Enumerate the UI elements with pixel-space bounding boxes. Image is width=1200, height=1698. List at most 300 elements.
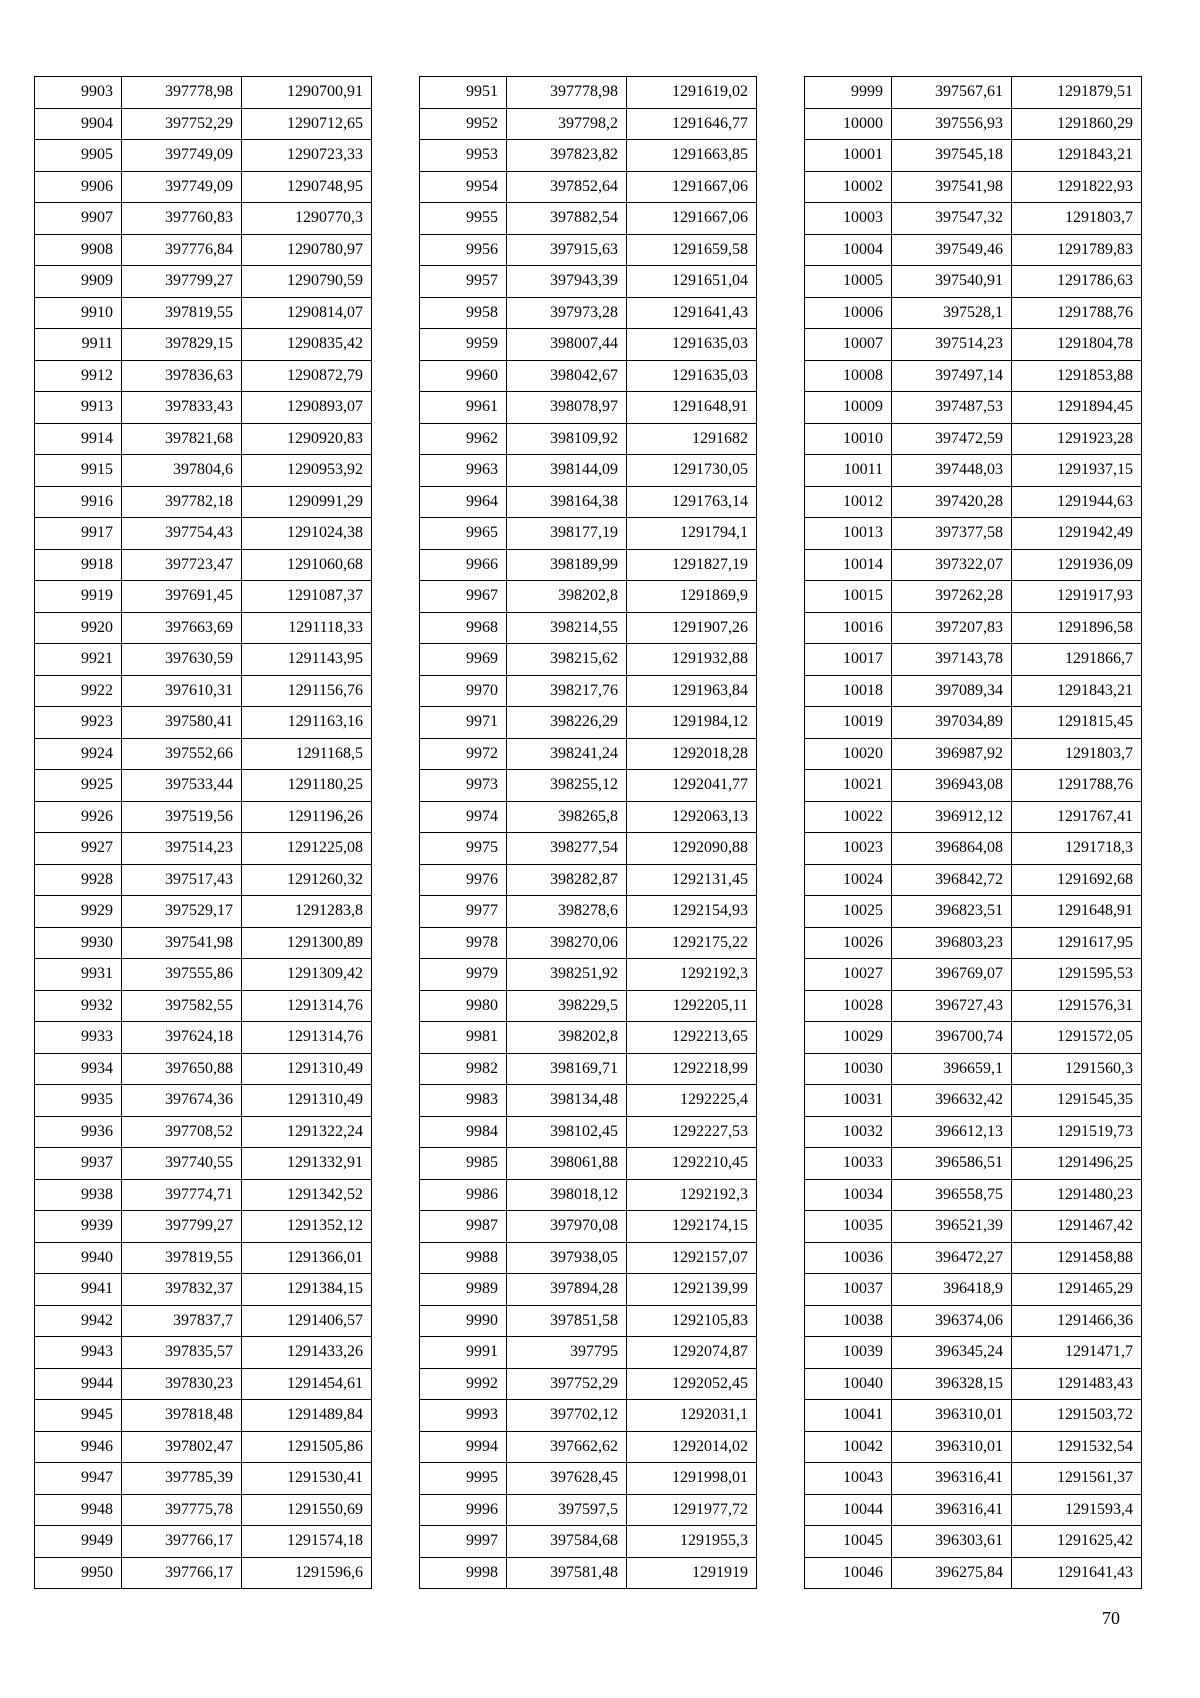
point-number-cell: 9953 (420, 140, 507, 172)
y-coordinate-cell: 1291932,88 (627, 644, 757, 676)
x-coordinate-cell: 397630,59 (122, 644, 242, 676)
table-row (420, 1463, 757, 1495)
point-number-cell: 9914 (35, 423, 122, 455)
table-row (420, 423, 757, 455)
x-coordinate-cell: 398215,62 (507, 644, 627, 676)
y-coordinate-cell: 1291595,53 (1012, 959, 1142, 991)
point-number-cell: 9977 (420, 896, 507, 928)
point-number-cell: 9973 (420, 770, 507, 802)
y-coordinate-cell: 1292063,13 (627, 801, 757, 833)
table-row (35, 707, 372, 739)
table-row (420, 1526, 757, 1558)
x-coordinate-cell: 397089,34 (892, 675, 1012, 707)
table-row (420, 770, 757, 802)
point-number-cell: 9947 (35, 1463, 122, 1495)
x-coordinate-cell: 398061,88 (507, 1148, 627, 1180)
x-coordinate-cell: 397795 (507, 1337, 627, 1369)
point-number-cell: 9995 (420, 1463, 507, 1495)
x-coordinate-cell: 397541,98 (892, 171, 1012, 203)
x-coordinate-cell: 397584,68 (507, 1526, 627, 1558)
point-number-cell: 9933 (35, 1022, 122, 1054)
point-number-cell: 9982 (420, 1053, 507, 1085)
x-coordinate-cell: 397760,83 (122, 203, 242, 235)
x-coordinate-cell: 397519,56 (122, 801, 242, 833)
table-row (420, 1085, 757, 1117)
y-coordinate-cell: 1291648,91 (1012, 896, 1142, 928)
coordinate-tables (34, 76, 1142, 1589)
x-coordinate-cell: 397785,39 (122, 1463, 242, 1495)
y-coordinate-cell: 1290780,97 (242, 234, 372, 266)
table-row (805, 1274, 1142, 1306)
x-coordinate-cell: 397821,68 (122, 423, 242, 455)
point-number-cell: 10014 (805, 549, 892, 581)
table-row (35, 140, 372, 172)
x-coordinate-cell: 396310,01 (892, 1400, 1012, 1432)
table-row (805, 801, 1142, 833)
y-coordinate-cell: 1291458,88 (1012, 1242, 1142, 1274)
table-row (35, 549, 372, 581)
table-row (420, 329, 757, 361)
table-row (805, 707, 1142, 739)
table-row (35, 1431, 372, 1463)
table-body (805, 77, 1142, 1589)
table-row (420, 675, 757, 707)
x-coordinate-cell: 397775,78 (122, 1494, 242, 1526)
x-coordinate-cell: 397894,28 (507, 1274, 627, 1306)
y-coordinate-cell: 1292131,45 (627, 864, 757, 896)
point-number-cell: 9929 (35, 896, 122, 928)
x-coordinate-cell: 397708,52 (122, 1116, 242, 1148)
y-coordinate-cell: 1291667,06 (627, 171, 757, 203)
table-row (420, 203, 757, 235)
point-number-cell: 9985 (420, 1148, 507, 1180)
x-coordinate-cell: 397552,66 (122, 738, 242, 770)
point-number-cell: 9949 (35, 1526, 122, 1558)
y-coordinate-cell: 1291667,06 (627, 203, 757, 235)
y-coordinate-cell: 1291789,83 (1012, 234, 1142, 266)
y-coordinate-cell: 1291300,89 (242, 927, 372, 959)
x-coordinate-cell: 397774,71 (122, 1179, 242, 1211)
x-coordinate-cell: 396316,41 (892, 1494, 1012, 1526)
point-number-cell: 9940 (35, 1242, 122, 1274)
y-coordinate-cell: 1291560,3 (1012, 1053, 1142, 1085)
y-coordinate-cell: 1292157,07 (627, 1242, 757, 1274)
table-row (420, 1148, 757, 1180)
table-row (420, 1053, 757, 1085)
table-row (35, 1305, 372, 1337)
x-coordinate-cell: 398255,12 (507, 770, 627, 802)
x-coordinate-cell: 396842,72 (892, 864, 1012, 896)
x-coordinate-cell: 398202,8 (507, 581, 627, 613)
y-coordinate-cell: 1291894,45 (1012, 392, 1142, 424)
point-number-cell: 9983 (420, 1085, 507, 1117)
point-number-cell: 10017 (805, 644, 892, 676)
x-coordinate-cell: 397533,44 (122, 770, 242, 802)
point-number-cell: 10034 (805, 1179, 892, 1211)
point-number-cell: 10002 (805, 171, 892, 203)
point-number-cell: 9912 (35, 360, 122, 392)
point-number-cell: 9903 (35, 77, 122, 109)
y-coordinate-cell: 1292174,15 (627, 1211, 757, 1243)
y-coordinate-cell: 1291998,01 (627, 1463, 757, 1495)
y-coordinate-cell: 1291788,76 (1012, 297, 1142, 329)
table-row (805, 581, 1142, 613)
table-row (35, 455, 372, 487)
y-coordinate-cell: 1291143,95 (242, 644, 372, 676)
point-number-cell: 9960 (420, 360, 507, 392)
x-coordinate-cell: 398018,12 (507, 1179, 627, 1211)
page-number: 70 (1102, 1608, 1120, 1628)
x-coordinate-cell: 397497,14 (892, 360, 1012, 392)
x-coordinate-cell: 397529,17 (122, 896, 242, 928)
x-coordinate-cell: 397799,27 (122, 1211, 242, 1243)
x-coordinate-cell: 398217,76 (507, 675, 627, 707)
y-coordinate-cell: 1291803,7 (1012, 203, 1142, 235)
y-coordinate-cell: 1291641,43 (627, 297, 757, 329)
y-coordinate-cell: 1290920,83 (242, 423, 372, 455)
y-coordinate-cell: 1290712,65 (242, 108, 372, 140)
x-coordinate-cell: 397322,07 (892, 549, 1012, 581)
point-number-cell: 10038 (805, 1305, 892, 1337)
table-row (805, 518, 1142, 550)
x-coordinate-cell: 398134,48 (507, 1085, 627, 1117)
table-row (420, 77, 757, 109)
table-row (35, 1274, 372, 1306)
y-coordinate-cell: 1292192,3 (627, 959, 757, 991)
y-coordinate-cell: 1291163,16 (242, 707, 372, 739)
y-coordinate-cell: 1292175,22 (627, 927, 757, 959)
y-coordinate-cell: 1291977,72 (627, 1494, 757, 1526)
table-row (35, 959, 372, 991)
point-number-cell: 9997 (420, 1526, 507, 1558)
table-row (805, 770, 1142, 802)
table-row (420, 1116, 757, 1148)
y-coordinate-cell: 1292213,65 (627, 1022, 757, 1054)
x-coordinate-cell: 397420,28 (892, 486, 1012, 518)
point-number-cell: 9991 (420, 1337, 507, 1369)
point-number-cell: 9923 (35, 707, 122, 739)
y-coordinate-cell: 1291822,93 (1012, 171, 1142, 203)
coordinate-table-3 (804, 76, 1142, 1589)
y-coordinate-cell: 1290814,07 (242, 297, 372, 329)
y-coordinate-cell: 1291907,26 (627, 612, 757, 644)
table-row (805, 1494, 1142, 1526)
point-number-cell: 9981 (420, 1022, 507, 1054)
table-row (35, 581, 372, 613)
point-number-cell: 9924 (35, 738, 122, 770)
table-row (420, 801, 757, 833)
x-coordinate-cell: 397487,53 (892, 392, 1012, 424)
x-coordinate-cell: 396632,42 (892, 1085, 1012, 1117)
table-row (805, 1148, 1142, 1180)
table-row (35, 1526, 372, 1558)
table-row (420, 1337, 757, 1369)
x-coordinate-cell: 397207,83 (892, 612, 1012, 644)
x-coordinate-cell: 397823,82 (507, 140, 627, 172)
table-row (420, 864, 757, 896)
x-coordinate-cell: 398229,5 (507, 990, 627, 1022)
y-coordinate-cell: 1290953,92 (242, 455, 372, 487)
point-number-cell: 9984 (420, 1116, 507, 1148)
point-number-cell: 9936 (35, 1116, 122, 1148)
table-row (805, 1053, 1142, 1085)
point-number-cell: 9926 (35, 801, 122, 833)
point-number-cell: 9964 (420, 486, 507, 518)
y-coordinate-cell: 1291936,09 (1012, 549, 1142, 581)
x-coordinate-cell: 398282,87 (507, 864, 627, 896)
point-number-cell: 9965 (420, 518, 507, 550)
x-coordinate-cell: 396943,08 (892, 770, 1012, 802)
table-row (805, 864, 1142, 896)
point-number-cell: 9944 (35, 1368, 122, 1400)
x-coordinate-cell: 398241,24 (507, 738, 627, 770)
x-coordinate-cell: 397970,08 (507, 1211, 627, 1243)
x-coordinate-cell: 397882,54 (507, 203, 627, 235)
table-row (420, 833, 757, 865)
point-number-cell: 9950 (35, 1557, 122, 1589)
point-number-cell: 9941 (35, 1274, 122, 1306)
point-number-cell: 9958 (420, 297, 507, 329)
point-number-cell: 9913 (35, 392, 122, 424)
x-coordinate-cell: 397851,58 (507, 1305, 627, 1337)
x-coordinate-cell: 396864,08 (892, 833, 1012, 865)
table-row (805, 329, 1142, 361)
table-row (420, 140, 757, 172)
y-coordinate-cell: 1291118,33 (242, 612, 372, 644)
point-number-cell: 10008 (805, 360, 892, 392)
x-coordinate-cell: 397528,1 (892, 297, 1012, 329)
x-coordinate-cell: 397540,91 (892, 266, 1012, 298)
table-row (35, 423, 372, 455)
table-row (805, 423, 1142, 455)
table-row (35, 1368, 372, 1400)
y-coordinate-cell: 1291467,42 (1012, 1211, 1142, 1243)
y-coordinate-cell: 1292205,11 (627, 990, 757, 1022)
y-coordinate-cell: 1290893,07 (242, 392, 372, 424)
y-coordinate-cell: 1291519,73 (1012, 1116, 1142, 1148)
x-coordinate-cell: 397597,5 (507, 1494, 627, 1526)
x-coordinate-cell: 398007,44 (507, 329, 627, 361)
x-coordinate-cell: 397624,18 (122, 1022, 242, 1054)
table-row (35, 1085, 372, 1117)
y-coordinate-cell: 1292210,45 (627, 1148, 757, 1180)
x-coordinate-cell: 397034,89 (892, 707, 1012, 739)
y-coordinate-cell: 1291803,7 (1012, 738, 1142, 770)
table-row (805, 1337, 1142, 1369)
x-coordinate-cell: 397778,98 (507, 77, 627, 109)
point-number-cell: 9934 (35, 1053, 122, 1085)
y-coordinate-cell: 1291788,76 (1012, 770, 1142, 802)
point-number-cell: 9978 (420, 927, 507, 959)
table-row (35, 675, 372, 707)
point-number-cell: 9939 (35, 1211, 122, 1243)
y-coordinate-cell: 1291314,76 (242, 990, 372, 1022)
point-number-cell: 9998 (420, 1557, 507, 1589)
x-coordinate-cell: 397662,62 (507, 1431, 627, 1463)
table-row (35, 360, 372, 392)
table-row (35, 833, 372, 865)
x-coordinate-cell: 396586,51 (892, 1148, 1012, 1180)
table-row (35, 738, 372, 770)
y-coordinate-cell: 1291532,54 (1012, 1431, 1142, 1463)
x-coordinate-cell: 397650,88 (122, 1053, 242, 1085)
x-coordinate-cell: 397852,64 (507, 171, 627, 203)
table-row (35, 266, 372, 298)
y-coordinate-cell: 1292074,87 (627, 1337, 757, 1369)
table-row (805, 549, 1142, 581)
y-coordinate-cell: 1291827,19 (627, 549, 757, 581)
x-coordinate-cell: 397782,18 (122, 486, 242, 518)
y-coordinate-cell: 1291641,43 (1012, 1557, 1142, 1589)
table-row (35, 108, 372, 140)
y-coordinate-cell: 1290991,29 (242, 486, 372, 518)
y-coordinate-cell: 1291663,85 (627, 140, 757, 172)
y-coordinate-cell: 1291156,76 (242, 675, 372, 707)
x-coordinate-cell: 397691,45 (122, 581, 242, 613)
table-row (420, 738, 757, 770)
y-coordinate-cell: 1291545,35 (1012, 1085, 1142, 1117)
point-number-cell: 10026 (805, 927, 892, 959)
point-number-cell: 9935 (35, 1085, 122, 1117)
point-number-cell: 9999 (805, 77, 892, 109)
x-coordinate-cell: 397556,93 (892, 108, 1012, 140)
y-coordinate-cell: 1291896,58 (1012, 612, 1142, 644)
table-row (805, 1022, 1142, 1054)
x-coordinate-cell: 397610,31 (122, 675, 242, 707)
x-coordinate-cell: 398278,6 (507, 896, 627, 928)
y-coordinate-cell: 1291489,84 (242, 1400, 372, 1432)
point-number-cell: 9925 (35, 770, 122, 802)
table-row (805, 675, 1142, 707)
point-number-cell: 9946 (35, 1431, 122, 1463)
point-number-cell: 9976 (420, 864, 507, 896)
y-coordinate-cell: 1291384,15 (242, 1274, 372, 1306)
point-number-cell: 10004 (805, 234, 892, 266)
point-number-cell: 10021 (805, 770, 892, 802)
point-number-cell: 9956 (420, 234, 507, 266)
point-number-cell: 9980 (420, 990, 507, 1022)
point-number-cell: 10032 (805, 1116, 892, 1148)
point-number-cell: 10011 (805, 455, 892, 487)
table-row (420, 927, 757, 959)
x-coordinate-cell: 397832,37 (122, 1274, 242, 1306)
table-row (805, 644, 1142, 676)
x-coordinate-cell: 396558,75 (892, 1179, 1012, 1211)
x-coordinate-cell: 397674,36 (122, 1085, 242, 1117)
point-number-cell: 9987 (420, 1211, 507, 1243)
x-coordinate-cell: 397799,27 (122, 266, 242, 298)
table-row (420, 360, 757, 392)
point-number-cell: 10036 (805, 1242, 892, 1274)
point-number-cell: 10040 (805, 1368, 892, 1400)
y-coordinate-cell: 1291869,9 (627, 581, 757, 613)
point-number-cell: 9989 (420, 1274, 507, 1306)
point-number-cell: 9906 (35, 171, 122, 203)
y-coordinate-cell: 1291550,69 (242, 1494, 372, 1526)
x-coordinate-cell: 396345,24 (892, 1337, 1012, 1369)
table-row (35, 297, 372, 329)
table-row (420, 234, 757, 266)
point-number-cell: 9970 (420, 675, 507, 707)
table-row (35, 644, 372, 676)
x-coordinate-cell: 397663,69 (122, 612, 242, 644)
point-number-cell: 9996 (420, 1494, 507, 1526)
y-coordinate-cell: 1290723,33 (242, 140, 372, 172)
table-row (805, 392, 1142, 424)
point-number-cell: 9954 (420, 171, 507, 203)
point-number-cell: 10000 (805, 108, 892, 140)
x-coordinate-cell: 396521,39 (892, 1211, 1012, 1243)
x-coordinate-cell: 397448,03 (892, 455, 1012, 487)
x-coordinate-cell: 397836,63 (122, 360, 242, 392)
x-coordinate-cell: 398177,19 (507, 518, 627, 550)
y-coordinate-cell: 1291944,63 (1012, 486, 1142, 518)
y-coordinate-cell: 1291794,1 (627, 518, 757, 550)
table-row (35, 1557, 372, 1589)
point-number-cell: 10042 (805, 1431, 892, 1463)
table-row (35, 234, 372, 266)
y-coordinate-cell: 1291635,03 (627, 360, 757, 392)
y-coordinate-cell: 1291879,51 (1012, 77, 1142, 109)
point-number-cell: 9917 (35, 518, 122, 550)
point-number-cell: 9955 (420, 203, 507, 235)
x-coordinate-cell: 398189,99 (507, 549, 627, 581)
y-coordinate-cell: 1291572,05 (1012, 1022, 1142, 1054)
table-row (805, 1211, 1142, 1243)
table-row (805, 1557, 1142, 1589)
point-number-cell: 9948 (35, 1494, 122, 1526)
point-number-cell: 9966 (420, 549, 507, 581)
point-number-cell: 10005 (805, 266, 892, 298)
x-coordinate-cell: 397581,48 (507, 1557, 627, 1589)
table-row (805, 108, 1142, 140)
x-coordinate-cell: 398109,92 (507, 423, 627, 455)
y-coordinate-cell: 1291332,91 (242, 1148, 372, 1180)
x-coordinate-cell: 397749,09 (122, 171, 242, 203)
y-coordinate-cell: 1290790,59 (242, 266, 372, 298)
table-row (420, 549, 757, 581)
x-coordinate-cell: 396472,27 (892, 1242, 1012, 1274)
point-number-cell: 9943 (35, 1337, 122, 1369)
y-coordinate-cell: 1291963,84 (627, 675, 757, 707)
y-coordinate-cell: 1291659,58 (627, 234, 757, 266)
table-row (35, 1053, 372, 1085)
x-coordinate-cell: 396612,13 (892, 1116, 1012, 1148)
point-number-cell: 10041 (805, 1400, 892, 1432)
x-coordinate-cell: 397798,2 (507, 108, 627, 140)
table-row (805, 297, 1142, 329)
y-coordinate-cell: 1292218,99 (627, 1053, 757, 1085)
x-coordinate-cell: 396659,1 (892, 1053, 1012, 1085)
point-number-cell: 9915 (35, 455, 122, 487)
point-number-cell: 10037 (805, 1274, 892, 1306)
point-number-cell: 9968 (420, 612, 507, 644)
table-row (805, 738, 1142, 770)
y-coordinate-cell: 1291804,78 (1012, 329, 1142, 361)
y-coordinate-cell: 1291955,3 (627, 1526, 757, 1558)
table-row (420, 1431, 757, 1463)
y-coordinate-cell: 1291625,42 (1012, 1526, 1142, 1558)
y-coordinate-cell: 1291465,29 (1012, 1274, 1142, 1306)
point-number-cell: 10022 (805, 801, 892, 833)
x-coordinate-cell: 397702,12 (507, 1400, 627, 1432)
table-row (420, 266, 757, 298)
table-row (420, 1274, 757, 1306)
x-coordinate-cell: 397514,23 (892, 329, 1012, 361)
table-row (35, 1337, 372, 1369)
table-row (805, 1116, 1142, 1148)
point-number-cell: 9988 (420, 1242, 507, 1274)
